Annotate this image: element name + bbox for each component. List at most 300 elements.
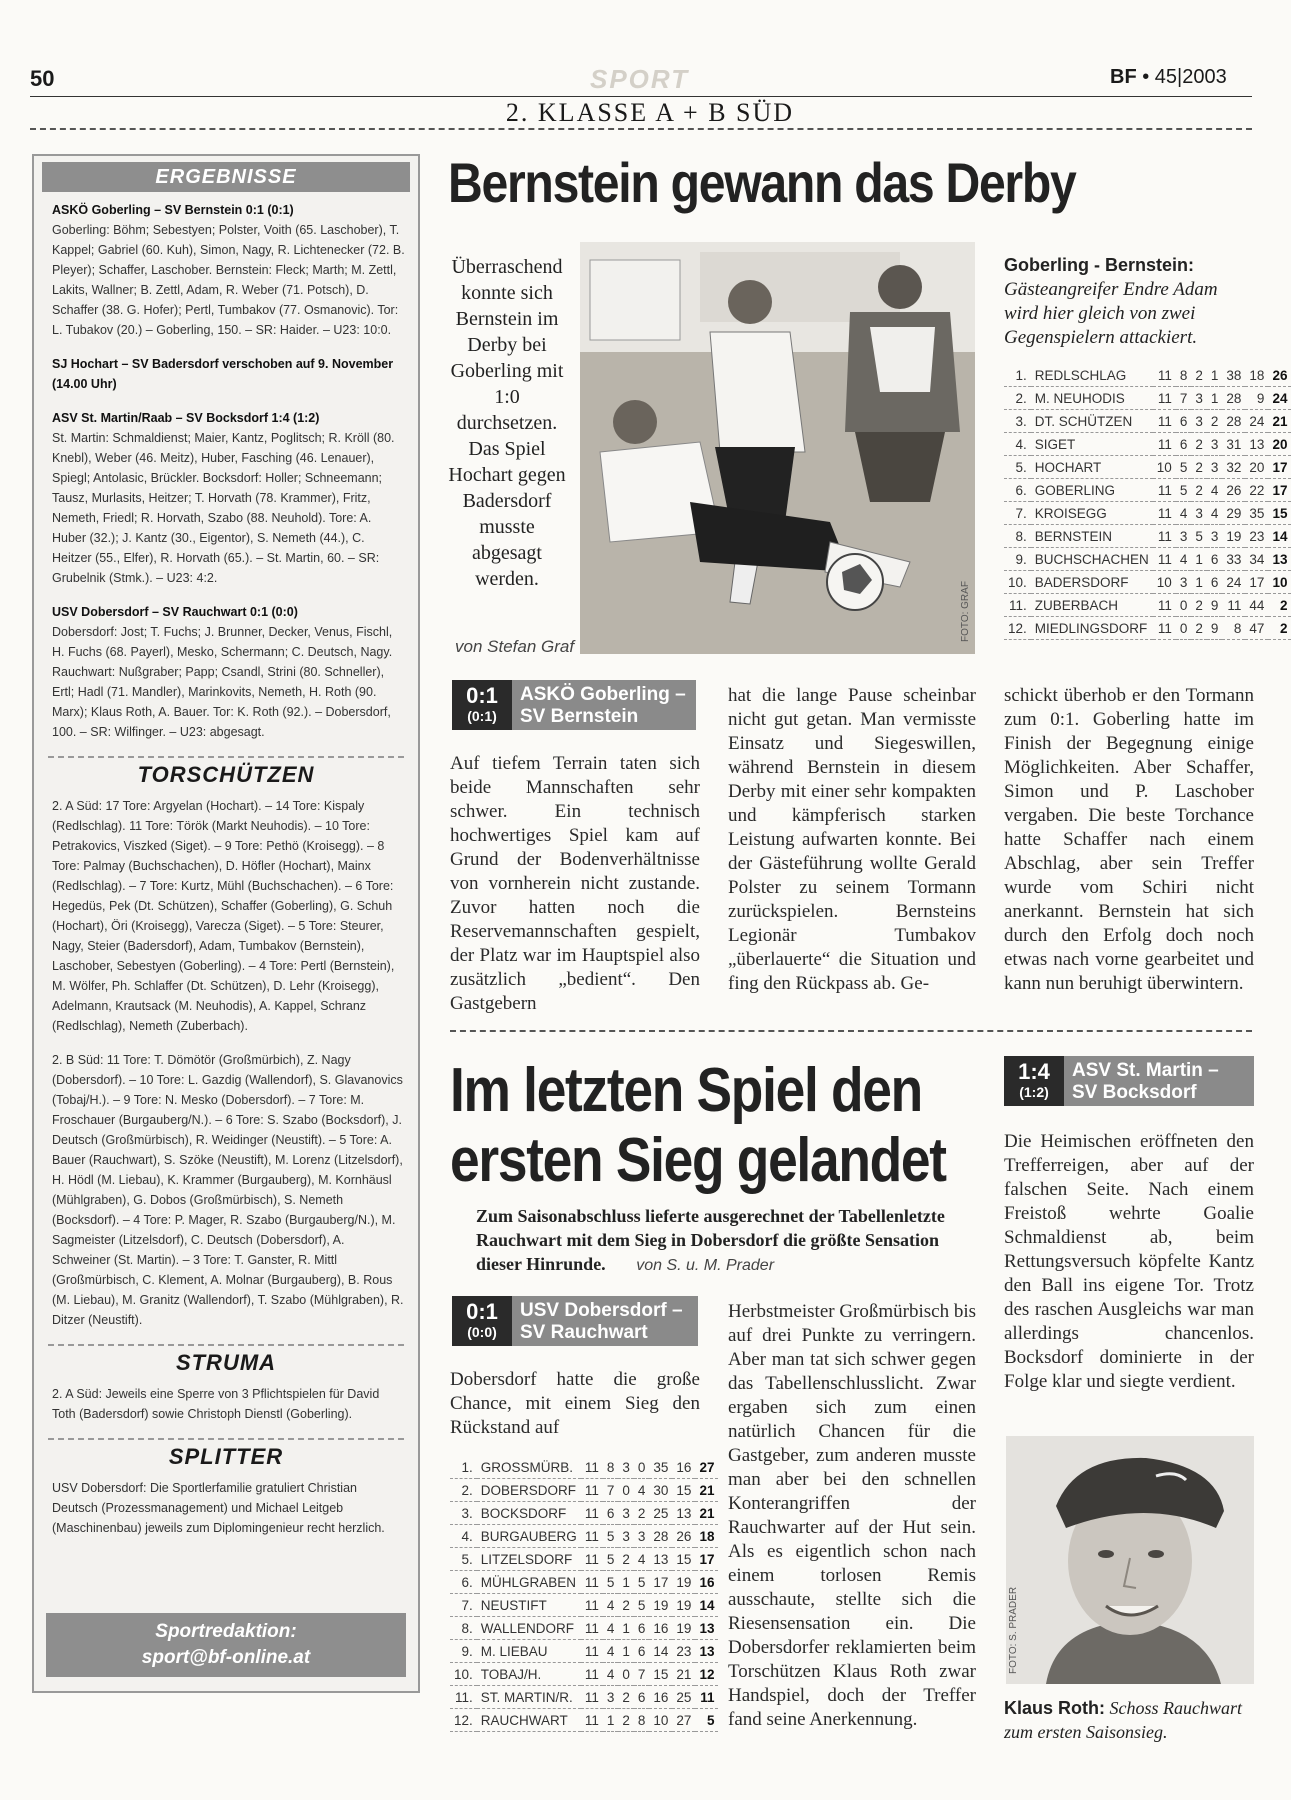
home-team: USV Dobersdorf – — [520, 1300, 683, 1321]
caption-text: Gästeangreifer Endre Adam wird hier gleich von zwei Gegenspielern attackiert. — [1004, 279, 1218, 348]
table-cell: 1 — [1191, 548, 1207, 571]
table-cell: 11 — [1153, 502, 1176, 525]
table-row — [1004, 525, 1291, 548]
table-cell: 18 — [1245, 364, 1268, 387]
table-cell: 3 — [1176, 525, 1192, 548]
home-team: ASV St. Martin – — [1072, 1060, 1219, 1081]
team-name: BERNSTEIN — [1031, 525, 1153, 548]
results-list — [34, 192, 418, 742]
table-cell: 2. — [1004, 387, 1031, 410]
table-cell: 5 — [1191, 525, 1207, 548]
table-cell: 19 — [672, 1617, 695, 1640]
table-cell: 3 — [1191, 387, 1207, 410]
table-row — [1004, 410, 1291, 433]
sidebar — [32, 154, 420, 1693]
table-cell: 11 — [581, 1594, 603, 1617]
table-cell: 6. — [450, 1571, 477, 1594]
table-cell: 0 — [618, 1479, 634, 1502]
table-cell: 11 — [581, 1663, 603, 1686]
table-cell: 9. — [450, 1640, 477, 1663]
article3-score-box — [1004, 1056, 1254, 1106]
team-name: GOBERLING — [1031, 479, 1153, 502]
table-cell: 10 — [1153, 456, 1176, 479]
splitter-title: SPLITTER — [48, 1438, 404, 1470]
section-dash — [30, 128, 1252, 130]
team-name: HOCHART — [1031, 456, 1153, 479]
score — [1004, 1056, 1064, 1106]
byline-author: Stefan Graf — [487, 637, 575, 656]
table-cell: 2 — [618, 1686, 634, 1709]
table-cell: 0 — [618, 1663, 634, 1686]
table-cell: 1 — [618, 1617, 634, 1640]
table-cell: 15 — [672, 1479, 695, 1502]
team-name: MIEDLINGSDORF — [1031, 617, 1153, 640]
table-cell: 28 — [1222, 410, 1245, 433]
table-cell: 4 — [603, 1617, 619, 1640]
article1-col2: hat die lange Pause scheinbar nicht gut getan. Man vermisste Einsatz und Siegeswillen, während Bernstein in diesem Derby mit einer sehr kompakten und kämpferisch starken Leistung aufwarten konnte. Bei der Gästeführung wollte Gerald Polster zu seinem Tormann zurückspielen. Bernsteins Legionär Tumbakov „überlauerte“ die Situation und fing den Rückpass ab. Ge- — [728, 685, 976, 994]
table-cell: 2 — [1191, 594, 1207, 617]
table-cell: 2. — [450, 1479, 477, 1502]
points-cell: 5 — [695, 1709, 718, 1732]
table-cell: 44 — [1245, 594, 1268, 617]
caption-name: Klaus Roth: — [1004, 1698, 1105, 1718]
team-name: M. LIEBAU — [477, 1640, 581, 1663]
result-match: SJ Hochart – SV Badersdorf verschoben auf 9. November (14.00 Uhr) — [52, 357, 394, 391]
table-cell: 3 — [603, 1686, 619, 1709]
table-cell: 8 — [1176, 364, 1192, 387]
table-cell: 11 — [1153, 387, 1176, 410]
table-cell: 3 — [618, 1502, 634, 1525]
points-cell: 10 — [1268, 571, 1291, 594]
table-cell: 9. — [1004, 548, 1031, 571]
table-cell: 11 — [581, 1456, 603, 1479]
table-cell: 31 — [1222, 433, 1245, 456]
scorers-group: 2. A Süd: 17 Tore: Argyelan (Hochart). – 14 Tore: Kispaly (Redlschlag). 11 Tore: Török (Markt Neuhodis). – 10 Tore: Petrakovics, Viszked (Siget). – 9 Tore: Pethö (Kroisegg). – 8 Tore: Palmay (Buchschachen), D. Höfler (Hochart), Mainx (Redlschlag). – 7 Tore: Kurtz, Mühl (Buchschachen). – 6 Tore: Hegedüs, Pek (Dt. Schützen), Schaffer (Goberling), G. Schuh (Hochart), Öri (Kroisegg), Varecza (Siget). – 5 Tore: Steurer, Nagy, Steier (Badersdorf), Adam, Tumbakov (Bernstein), Laschober, Sebestyen (Goberling). – 4 Tore: Pertl (Bernstein), M. Wölfer, Ph. Schlaffer (Dt. Schützen), D. Lehr (Kroisegg), Adelmann, Krautsack (M. Neuhodis), A. Kappel, Schranz (Redlschlag), Nemeth (Zuberbach). — [52, 799, 395, 1033]
table-row — [450, 1709, 718, 1732]
table-cell: 8 — [603, 1456, 619, 1479]
points-cell: 26 — [1268, 364, 1291, 387]
table-cell: 38 — [1222, 364, 1245, 387]
table-cell: 1 — [1191, 571, 1207, 594]
table-cell: 11 — [1153, 525, 1176, 548]
table-cell: 3. — [1004, 410, 1031, 433]
table-cell: 27 — [672, 1709, 695, 1732]
table-cell: 2 — [1191, 433, 1207, 456]
points-cell: 14 — [1268, 525, 1291, 548]
table-cell: 4 — [1207, 479, 1223, 502]
table-cell: 17 — [1245, 571, 1268, 594]
result-item — [52, 354, 406, 394]
table-cell: 11 — [581, 1479, 603, 1502]
team-name: DOBERSDORF — [477, 1479, 581, 1502]
league-table-a — [1004, 364, 1291, 640]
byline-author: S. u. M. Prader — [666, 1257, 775, 1274]
table-row — [1004, 548, 1291, 571]
table-cell: 7 — [603, 1479, 619, 1502]
table-row — [450, 1456, 718, 1479]
contact-email[interactable]: sport@bf-online.at — [141, 1647, 311, 1668]
points-cell: 27 — [695, 1456, 718, 1479]
table-row — [450, 1594, 718, 1617]
points-cell: 21 — [695, 1479, 718, 1502]
table-cell: 2 — [1191, 456, 1207, 479]
points-cell: 17 — [695, 1548, 718, 1571]
points-cell: 14 — [695, 1594, 718, 1617]
table-cell: 11 — [581, 1640, 603, 1663]
headline-line: ersten Sieg gelandet — [450, 1126, 946, 1195]
table-cell: 2 — [1191, 617, 1207, 640]
table-cell: 16 — [649, 1617, 672, 1640]
struma-text — [34, 1376, 418, 1424]
article1-headline: Bernstein gewann das Derby — [448, 151, 1076, 214]
home-team: ASKÖ Goberling – — [520, 684, 686, 705]
table-cell: 3. — [450, 1502, 477, 1525]
table-cell: 28 — [1222, 387, 1245, 410]
table-cell: 3 — [1207, 525, 1223, 548]
table-cell: 17 — [649, 1571, 672, 1594]
points-cell: 21 — [695, 1502, 718, 1525]
table-cell: 10. — [1004, 571, 1031, 594]
table-cell: 4 — [634, 1548, 650, 1571]
table-cell: 11 — [581, 1709, 603, 1732]
table-cell: 19 — [1222, 525, 1245, 548]
table-cell: 2 — [634, 1502, 650, 1525]
table-row — [1004, 387, 1291, 410]
table-cell: 4 — [603, 1663, 619, 1686]
table-cell: 47 — [1245, 617, 1268, 640]
caption-title: Goberling - Bernstein: — [1004, 255, 1195, 275]
table-cell: 11 — [581, 1525, 603, 1548]
table-cell: 9 — [1207, 617, 1223, 640]
table-cell: 2 — [1191, 364, 1207, 387]
table-cell: 5 — [603, 1548, 619, 1571]
article1-score-box — [452, 680, 696, 730]
result-match: ASKÖ Goberling – SV Bernstein 0:1 (0:1) — [52, 203, 294, 217]
scorers-title: TORSCHÜTZEN — [48, 756, 404, 788]
table-cell: 7 — [634, 1663, 650, 1686]
table-cell: 13 — [1245, 433, 1268, 456]
table-cell: 6 — [634, 1640, 650, 1663]
table-cell: 8. — [450, 1617, 477, 1640]
table-cell: 1 — [1207, 387, 1223, 410]
struma-title: STRUMA — [48, 1344, 404, 1376]
issue-info — [1110, 66, 1227, 89]
league-table-b — [450, 1456, 718, 1732]
away-team: SV Bernstein — [520, 706, 639, 727]
score — [452, 1296, 512, 1346]
table-row — [450, 1479, 718, 1502]
points-cell: 16 — [695, 1571, 718, 1594]
contact-label: Sportredaktion: — [155, 1621, 297, 1642]
table-cell: 11. — [1004, 594, 1031, 617]
points-cell: 18 — [695, 1525, 718, 1548]
table-cell: 11 — [1222, 594, 1245, 617]
table-cell: 11 — [581, 1617, 603, 1640]
table-cell: 15 — [672, 1548, 695, 1571]
points-cell: 13 — [695, 1640, 718, 1663]
table-row — [450, 1640, 718, 1663]
table-row — [450, 1502, 718, 1525]
article2-score-box — [452, 1296, 698, 1346]
photo-credit: FOTO: GRAF — [960, 581, 971, 642]
table-cell: 1. — [1004, 364, 1031, 387]
table-cell: 25 — [649, 1502, 672, 1525]
results-title: ERGEBNISSE — [42, 162, 410, 192]
table-cell: 29 — [1222, 502, 1245, 525]
table-cell: 13 — [672, 1502, 695, 1525]
away-team: SV Rauchwart — [520, 1322, 648, 1343]
table-cell: 14 — [649, 1640, 672, 1663]
byline-prefix: von — [455, 637, 483, 656]
match-teams — [1064, 1056, 1254, 1106]
points-cell: 15 — [1268, 502, 1291, 525]
table-cell: 2 — [618, 1709, 634, 1732]
points-cell: 21 — [1268, 410, 1291, 433]
table-cell: 5 — [634, 1571, 650, 1594]
table-cell: 16 — [672, 1456, 695, 1479]
table-cell: 26 — [672, 1525, 695, 1548]
article1-col1: Auf tiefem Terrain taten sich beide Mannschaften sehr schwer. Ein technisch hochwertiges Spiel kam auf Grund der Bodenverhältnisse von vornherein nicht zustande. Zuvor hatten noch die Reservemannschaften gespielt, der Platz war im Hauptspiel also zusätzlich „bedient“. Den Gastgebern — [450, 753, 700, 1014]
team-name: DT. SCHÜTZEN — [1031, 410, 1153, 433]
points-cell: 20 — [1268, 433, 1291, 456]
table-cell: 6 — [634, 1686, 650, 1709]
table-cell: 11 — [581, 1548, 603, 1571]
article1-byline — [455, 637, 574, 657]
table-cell: 24 — [1222, 571, 1245, 594]
table-cell: 10 — [649, 1709, 672, 1732]
table-cell: 11 — [1153, 479, 1176, 502]
team-name: WALLENDORF — [477, 1617, 581, 1640]
standings-table-a — [1004, 364, 1288, 640]
table-cell: 4 — [1207, 502, 1223, 525]
table-cell: 3 — [1207, 456, 1223, 479]
table-cell: 33 — [1222, 548, 1245, 571]
standings-table-b — [450, 1456, 715, 1732]
table-cell: 8 — [634, 1709, 650, 1732]
result-match: USV Dobersdorf – SV Rauchwart 0:1 (0:0) — [52, 605, 298, 619]
table-cell: 3 — [618, 1525, 634, 1548]
splitter-paragraph: USV Dobersdorf: Die Sportlerfamilie gratuliert Christian Deutsch (Prozessmanagement) und Michael Leitgeb (Maschinenbau) jeweils zum Diplomingenieur recht herzlich. — [52, 1481, 385, 1535]
table-cell: 0 — [1176, 617, 1192, 640]
team-name: LITZELSDORF — [477, 1548, 581, 1571]
table-cell: 5 — [1176, 456, 1192, 479]
table-cell: 4 — [634, 1479, 650, 1502]
table-cell: 1 — [603, 1709, 619, 1732]
away-team: SV Bocksdorf — [1072, 1082, 1197, 1103]
match-teams — [512, 1296, 698, 1346]
table-cell: 16 — [649, 1686, 672, 1709]
result-item — [52, 602, 406, 742]
table-cell: 11 — [1153, 410, 1176, 433]
table-cell: 20 — [1245, 456, 1268, 479]
table-cell: 11 — [581, 1686, 603, 1709]
table-cell: 24 — [1245, 410, 1268, 433]
table-row — [1004, 364, 1291, 387]
table-cell: 2 — [618, 1594, 634, 1617]
table-cell: 30 — [649, 1479, 672, 1502]
final-score: 0:1 — [466, 683, 498, 708]
table-cell: 19 — [649, 1594, 672, 1617]
table-cell: 11 — [581, 1571, 603, 1594]
table-cell: 21 — [672, 1663, 695, 1686]
struma-paragraph: 2. A Süd: Jeweils eine Sperre von 3 Pflichtspielen für David Toth (Badersdorf) sowie Christoph Dienstl (Goberling). — [52, 1387, 380, 1421]
portrait-photo — [1006, 1436, 1254, 1684]
score — [452, 680, 512, 730]
table-cell: 11 — [581, 1502, 603, 1525]
table-cell: 2 — [1191, 479, 1207, 502]
result-match: ASV St. Martin/Raab – SV Bocksdorf 1:4 (1:2) — [52, 411, 320, 425]
table-cell: 5 — [603, 1571, 619, 1594]
article-divider — [450, 1030, 1252, 1032]
article2-col1: Dobersdorf hatte die große Chance, mit einem Sieg den Rückstand auf — [450, 1369, 700, 1438]
table-cell: 19 — [672, 1594, 695, 1617]
points-cell: 11 — [695, 1686, 718, 1709]
splitter-text — [34, 1470, 418, 1538]
table-cell: 3 — [1191, 502, 1207, 525]
table-cell: 25 — [672, 1686, 695, 1709]
table-row — [1004, 479, 1291, 502]
headline-line: Im letzten Spiel den — [450, 1056, 922, 1125]
team-name: SIGET — [1031, 433, 1153, 456]
rubric: SPORT — [590, 64, 690, 94]
team-name: RAUCHWART — [477, 1709, 581, 1732]
table-cell: 13 — [649, 1548, 672, 1571]
article3-text: Die Heimischen eröffneten den Trefferreigen, aber auf der falschen Seite. Nach einem Freistoß wehrte Goalie Schmaldienst ab, beim Rettungsversuch köpfelte Kantz den Ball ins eigene Tor. Trotz des raschen Ausgleichs war man allerdings chancenlos. Bocksdorf dominierte in der Folge klar und siegte verdient. — [1004, 1131, 1254, 1392]
points-cell: 17 — [1268, 479, 1291, 502]
result-item — [52, 408, 406, 588]
result-lineups: Dobersdorf: Jost; T. Fuchs; J. Brunner, Decker, Venus, Fischl, H. Fuchs (68. Payerl), Mesko, Schermann; C. Deutsch, Nagy. Rauchwart: Nußgraber; Papp; Csandl, Strini (80. Schneller), Ertl; Hadl (71. Mandler), Marinkovits, Nemeth, H. Roth (90. Marx); Klaus Roth, A. Bauer. Tor: K. Roth (92.). – Dobersdorf, 100. – SR: Wilfinger. – U23: abgesagt. — [52, 625, 393, 739]
table-cell: 0 — [634, 1456, 650, 1479]
table-cell: 9 — [1207, 594, 1223, 617]
points-cell: 2 — [1268, 594, 1291, 617]
table-cell: 10 — [1153, 571, 1176, 594]
team-name: M. NEUHODIS — [1031, 387, 1153, 410]
table-cell: 11. — [450, 1686, 477, 1709]
result-item — [52, 200, 406, 340]
table-cell: 12. — [450, 1709, 477, 1732]
article3-caption — [1004, 1696, 1254, 1744]
table-cell: 11 — [1153, 548, 1176, 571]
points-cell: 24 — [1268, 387, 1291, 410]
issue-number: • 45|2003 — [1142, 66, 1227, 88]
article1-col3: schickt überhob er den Tormann zum 0:1. Goberling hatte im Finish der Begegnung einige Möglichkeiten. Aber Schaffer, Simon und P. Laschober vergaben. Die beste Torchance hatte Schaffer nach einem Abschlag, aber sein Treffer wurde vom Schiri nicht anerkannt. Bernstein hat sich durch den Erfolg doch noch etwas nach vorne gearbeitet und kann nun beruhigt überwintern. — [1004, 685, 1254, 994]
table-cell: 1. — [450, 1456, 477, 1479]
table-cell: 9 — [1245, 387, 1268, 410]
table-cell: 0 — [1176, 594, 1192, 617]
team-name: BUCHSCHACHEN — [1031, 548, 1153, 571]
table-cell: 11 — [1153, 617, 1176, 640]
table-cell: 35 — [649, 1456, 672, 1479]
table-cell: 3 — [618, 1456, 634, 1479]
table-cell: 8. — [1004, 525, 1031, 548]
table-cell: 7 — [1176, 387, 1192, 410]
table-cell: 11 — [1153, 433, 1176, 456]
caption-text: Schoss Rauchwart zum ersten Saisonsieg. — [1004, 1698, 1242, 1742]
match-photo — [580, 242, 975, 654]
table-cell: 4 — [603, 1594, 619, 1617]
table-cell: 12. — [1004, 617, 1031, 640]
team-name: GROSSMÜRB. — [477, 1456, 581, 1479]
table-cell: 7. — [1004, 502, 1031, 525]
points-cell: 2 — [1268, 617, 1291, 640]
photo-credit: FOTO: S. PRADER — [1008, 1586, 1019, 1674]
final-score: 1:4 — [1018, 1059, 1050, 1084]
table-row — [1004, 594, 1291, 617]
table-cell: 3 — [634, 1525, 650, 1548]
team-name: REDLSCHLAG — [1031, 364, 1153, 387]
table-cell: 6 — [1176, 410, 1192, 433]
byline-prefix: von — [636, 1257, 662, 1274]
table-cell: 6 — [1176, 433, 1192, 456]
table-row — [1004, 502, 1291, 525]
table-row — [1004, 571, 1291, 594]
team-name: KROISEGG — [1031, 502, 1153, 525]
table-cell: 34 — [1245, 548, 1268, 571]
table-cell: 5 — [603, 1525, 619, 1548]
table-cell: 26 — [1222, 479, 1245, 502]
table-cell: 4 — [603, 1640, 619, 1663]
table-cell: 11 — [1153, 364, 1176, 387]
table-cell: 6 — [634, 1617, 650, 1640]
table-row — [1004, 456, 1291, 479]
table-cell: 1 — [618, 1640, 634, 1663]
table-cell: 35 — [1245, 502, 1268, 525]
table-row — [450, 1617, 718, 1640]
table-cell: 23 — [672, 1640, 695, 1663]
table-cell: 3 — [1207, 433, 1223, 456]
table-row — [450, 1525, 718, 1548]
table-cell: 6 — [1207, 548, 1223, 571]
table-row — [1004, 617, 1291, 640]
football-players-image — [580, 242, 975, 654]
portrait-image — [1006, 1436, 1254, 1684]
table-cell: 5. — [1004, 456, 1031, 479]
team-name: BOCKSDORF — [477, 1502, 581, 1525]
table-cell: 3 — [1176, 571, 1192, 594]
table-row — [450, 1571, 718, 1594]
match-teams — [512, 680, 696, 730]
halftime-score: (1:2) — [1019, 1084, 1049, 1100]
table-cell: 4. — [1004, 433, 1031, 456]
table-cell: 10. — [450, 1663, 477, 1686]
table-cell: 6 — [603, 1502, 619, 1525]
table-cell: 32 — [1222, 456, 1245, 479]
team-name: ST. MARTIN/R. — [477, 1686, 581, 1709]
lead-text: Zum Saisonabschluss lieferte ausgerechnet der Tabellenletzte Rauchwart mit dem Sieg in Dobersdorf die größte Sensation dieser Hinrunde. — [476, 1206, 945, 1274]
points-cell: 13 — [1268, 548, 1291, 571]
table-cell: 7. — [450, 1594, 477, 1617]
team-name: TOBAJ/H. — [477, 1663, 581, 1686]
article1-intro: Überraschend konnte sich Bernstein im Derby bei Goberling mit 1:0 durchsetzen. Das Spiel Hochart gegen Badersdorf musste abgesagt werden. — [448, 256, 566, 590]
table-cell: 6. — [1004, 479, 1031, 502]
result-lineups: Goberling: Böhm; Sebestyen; Polster, Voith (65. Laschober), T. Kappel; Gabriel (60. Kuh), Simon, Nagy, R. Lichtenecker (72. B. Pleyer); Schaffer, Laschober. Bernstein: Fleck; Marth; M. Zettl, Lakits, Wallner; B. Zettl, Adam, R. Weber (71. Potsch), D. Schaffer (38. G. Hofer); Pertl, Tumbakov (77. Osmanovic). Tor: L. Tubakov (20.) – Goberling, 150. – SR: Haider. – U23: 10:0. — [52, 223, 405, 337]
article2-byline — [636, 1257, 774, 1274]
result-lineups: St. Martin: Schmaldienst; Maier, Kantz, Poglitsch; R. Kröll (80. Knebl), Weber (46. Meitz), Huber, Fasching (46. Lenauer), Spiegl; Antolasic, Brückler. Bocksdorf: Holler; Schneemann; Tausz, Murlasits, Heitzer; T. Horvath (78. Krammer), Fritz, Nemeth, Friedl; R. Horvath, Szabo (88. Neuhold). Tore: A. Huber (32.); J. Kantz (30., Eigentor), S. Nemeth (44.), C. Heitzer (55., Elfer), R. Horvath (65.). – St. Martin, 60. – SR: Grubelnik (Stmk.). – U23: 4:2. — [52, 431, 395, 585]
table-row — [450, 1548, 718, 1571]
table-cell: 5. — [450, 1548, 477, 1571]
table-cell: 2 — [1207, 410, 1223, 433]
table-cell: 1 — [618, 1571, 634, 1594]
halftime-score: (0:0) — [467, 1324, 497, 1340]
scorers-list — [34, 788, 418, 1330]
header-rule — [30, 96, 1252, 97]
page-number: 50 — [30, 66, 55, 91]
halftime-score: (0:1) — [467, 708, 497, 724]
table-cell: 5 — [634, 1594, 650, 1617]
team-name: BURGAUBERG — [477, 1525, 581, 1548]
final-score: 0:1 — [466, 1299, 498, 1324]
table-cell: 4 — [1176, 502, 1192, 525]
